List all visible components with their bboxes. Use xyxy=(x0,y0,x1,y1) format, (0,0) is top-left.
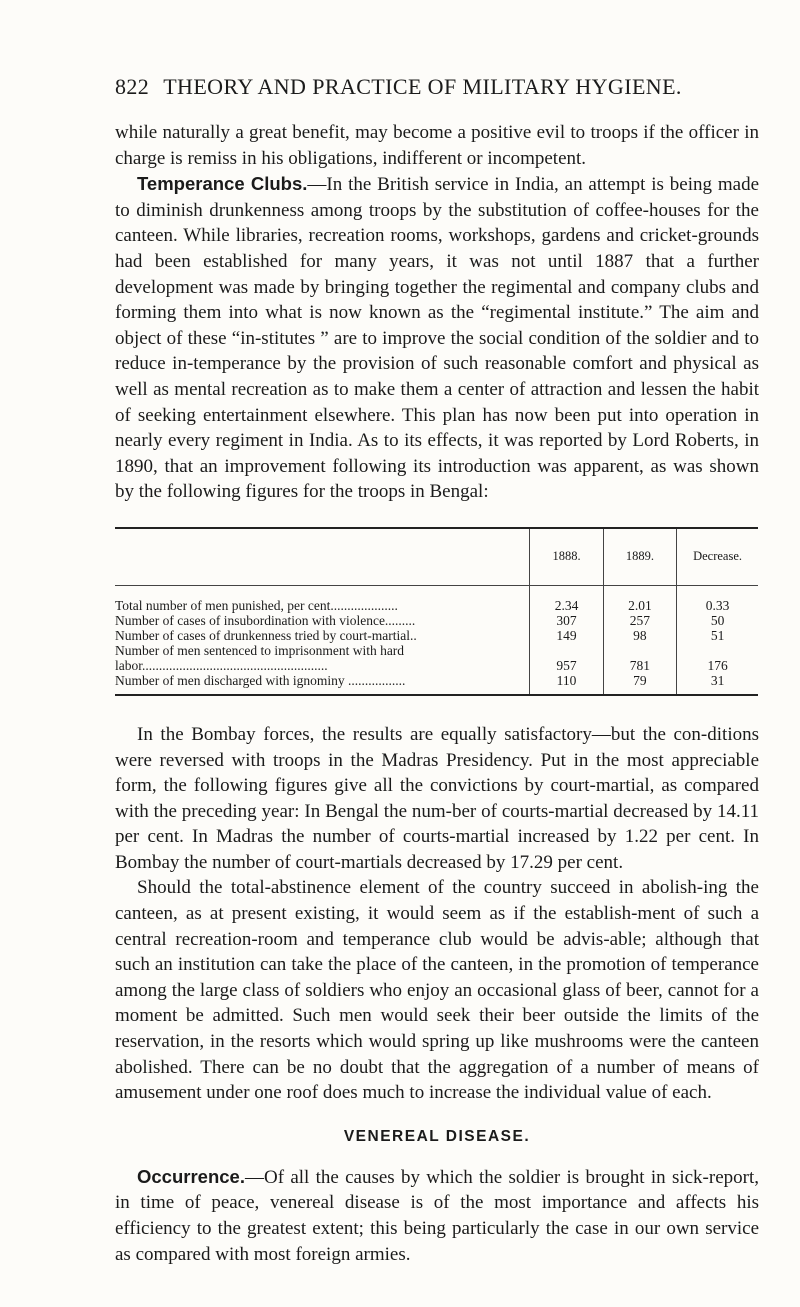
table-header-blank xyxy=(115,528,530,586)
bengal-statistics-table xyxy=(115,527,758,696)
section-title-venereal-disease: VENEREAL DISEASE. xyxy=(343,1127,531,1145)
cell-1888: 110 xyxy=(530,673,603,695)
cell-1889: 79 xyxy=(603,673,676,695)
table-header-row xyxy=(115,528,758,586)
paragraph-bombay-forces: In the Bombay forces, the results are equally satisfactory—but the con-ditions were reversed with troops in the Madras Presidency. Put in the most appreciable form, the following figures give all the convictions by court-martial, as compared with the preceding year: In Bengal the num-ber of courts-martial decreased by 14.11 per cent. In Madras the number of courts-martial increased by 1.22 per cent. In Bombay the number of court-martials decreased by 17.29 per cent. xyxy=(115,723,759,873)
table-row xyxy=(115,585,758,613)
bengal-statistics-table-wrap xyxy=(115,527,758,696)
paragraph-occurrence-text: —Of all the causes by which the soldier is brought in sick-report, in time of peace, venereal disease is of the most importance and affects his efficiency to the greatest extent; this being particularly the case in our own service as compared with most foreign armies. xyxy=(115,1166,759,1265)
table-header-decrease: Decrease. xyxy=(677,528,758,586)
cell-1889: 257 xyxy=(603,613,676,628)
table-row xyxy=(115,673,758,695)
paragraph-total-abstinence: Should the total-abstinence element of the country succeed in abolish-ing the canteen, as at present existing, it would seem as if the establish-ment of such a central recreation-room and temperance club would be advis-able; although that such an institution can take the place of the canteen, in the promotion of temperance among the large class of soldiers who enjoy an occasional glass of beer, cannot for a moment be admitted. Such men would seek their beer outside the limits of the reservation, in the resorts which would spring up like mushrooms were the canteen abolished. There can be no doubt that the aggregation of a number of means of amusement under one roof does much to increase the individual value of each. xyxy=(115,877,759,1104)
row-label: Total number of men punished, per cent.................... xyxy=(115,597,398,613)
table-row xyxy=(115,643,758,673)
row-label: Number of men sentenced to imprisonment with hard labor....................................................... xyxy=(115,642,405,673)
cell-1888: 149 xyxy=(530,628,603,643)
table-row xyxy=(115,628,758,643)
cell-1888: 307 xyxy=(530,613,603,628)
cell-1888: 2.34 xyxy=(530,585,603,613)
paragraph-temperance-clubs xyxy=(115,171,759,505)
running-head xyxy=(115,74,759,100)
cell-decrease: 176 xyxy=(677,643,758,673)
paragraph-continuation: while naturally a great benefit, may become a positive evil to troops if the officer in charge is remiss in his obligations, indifferent or incompetent. xyxy=(115,122,759,169)
cell-1889: 98 xyxy=(603,628,676,643)
cell-decrease: 50 xyxy=(677,613,758,628)
table-row xyxy=(115,613,758,628)
cell-1889: 781 xyxy=(603,643,676,673)
row-label: Number of men discharged with ignominy ................. xyxy=(115,672,406,688)
side-heading-occurrence: Occurrence. xyxy=(137,1165,245,1187)
page-number: 822 xyxy=(115,74,150,99)
table-header-1889: 1889. xyxy=(603,528,676,586)
side-heading-temperance-clubs: Temperance Clubs. xyxy=(137,173,308,195)
paragraph-temperance-clubs-text: —In the British service in India, an attempt is being made to diminish drunkenness among troops by the substitution of coffee-houses for the canteen. While libraries, recreation rooms, workshops, gardens and cricket-grounds had been established for many years, it was not until 1887 that a further development was made by bringing together the regimental and company clubs and forming them into what is now known as the “regimental institute.” The aim and object of these “in-stitutes ” are to improve the social condition of the soldier and to reduce in-temperance by the provision of such reasonable comfort and physical as well as mental recreation as to make them a center of attraction and lessen the habit of seeking entertainment elsewhere. This plan has now been put into operation in nearly every regiment in India. As to its effects, it was reported by Lord Roberts, in 1890, that an improvement following its introduction was apparent, as was shown by the following figures for the troops in Bengal: xyxy=(115,174,759,503)
paragraph-occurrence xyxy=(115,1164,759,1267)
cell-decrease: 51 xyxy=(677,628,758,643)
running-title: THEORY AND PRACTICE OF MILITARY HYGIENE. xyxy=(163,74,682,99)
row-label: Number of cases of drunkenness tried by court-martial.. xyxy=(115,627,417,643)
cell-1889: 2.01 xyxy=(603,585,676,613)
cell-decrease: 31 xyxy=(677,673,758,695)
cell-decrease: 0.33 xyxy=(677,585,758,613)
row-label: Number of cases of insubordination with violence......... xyxy=(115,612,416,628)
table-header-1888: 1888. xyxy=(530,528,603,586)
book-page xyxy=(115,74,759,1267)
cell-1888: 957 xyxy=(530,643,603,673)
